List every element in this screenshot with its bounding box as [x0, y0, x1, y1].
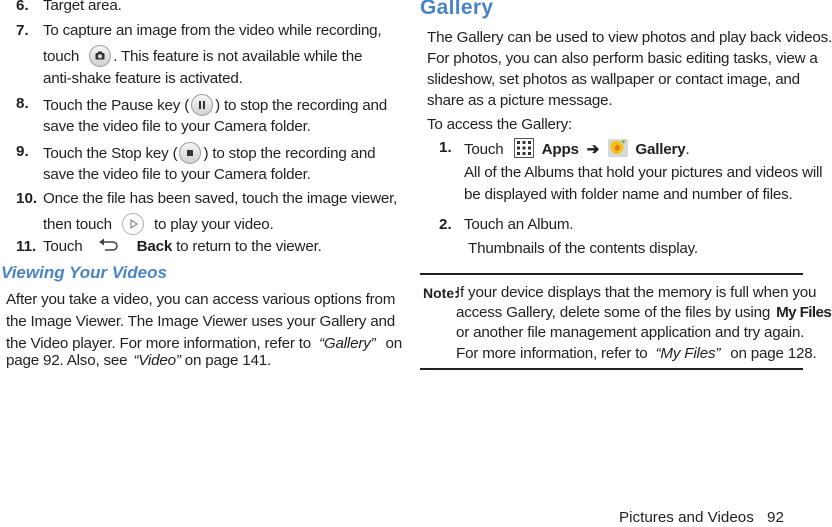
step-11-number: 11. — [16, 238, 37, 255]
step-10-line-1: Once the file has been saved, touch the image viewer, — [43, 190, 398, 207]
gallery-step-1-period: . — [685, 141, 690, 159]
back-label: Back — [136, 238, 173, 255]
gallery-heading: Gallery — [420, 0, 494, 19]
camera-icon — [89, 45, 111, 67]
step-9-number: 9. — [16, 143, 29, 160]
step-11-text-end: to return to the viewer. — [176, 238, 322, 255]
step-8-line-1-start: Touch the Pause key ( — [43, 97, 190, 115]
step-7-line-3: anti-shake feature is activated. — [43, 70, 243, 87]
gallery-cross-reference[interactable]: “Gallery” — [319, 335, 376, 352]
note-line-2-start: access Gallery, delete some of the files by using — [456, 304, 771, 321]
intro-line-3: slideshow, set photos as wallpaper or contact image, and — [427, 71, 800, 88]
gallery-step-1-desc-2: be displayed with folder name and number of files. — [464, 186, 793, 203]
note-top-rule — [420, 273, 803, 275]
para-line-4-start: page 92. Also, see — [6, 352, 128, 369]
gallery-icon — [607, 137, 629, 159]
step-11-text — [43, 238, 322, 256]
intro-line-2: For photos, you can also perform basic editing tasks, view a — [427, 50, 818, 67]
step-8-line-2: save the video file to your Camera folder. — [43, 118, 311, 135]
para-line-2: the Image Viewer. The Image Viewer uses your Gallery and — [6, 313, 395, 330]
step-9-line-1-end: ) to stop the recording and — [203, 145, 376, 163]
apps-icon — [514, 138, 534, 158]
step-10-line-2 — [43, 214, 273, 236]
gallery-step-1-desc-1: All of the Albums that hold your pictures and videos will — [464, 164, 823, 181]
step-9-line-2: save the video file to your Camera folder. — [43, 166, 311, 183]
footer-section-title: Pictures and Videos — [619, 509, 754, 526]
gallery-step-2-desc: Thumbnails of the contents display. — [468, 240, 698, 257]
section-heading-viewing-videos: Viewing Your Videos — [1, 263, 167, 282]
note-line-2 — [456, 304, 831, 322]
back-icon — [93, 237, 129, 253]
apps-label: Apps — [541, 141, 579, 159]
step-7-line-2-end: . This feature is not available while the — [113, 48, 363, 66]
para-line-3 — [6, 335, 402, 353]
para-line-4 — [6, 352, 271, 370]
video-cross-reference[interactable]: “Video” — [133, 352, 181, 369]
my-files-cross-reference[interactable]: “My Files” — [655, 345, 721, 362]
pause-icon — [191, 94, 213, 116]
arrow-icon: ➔ — [586, 141, 600, 159]
step-10-line-2-start: then touch — [43, 216, 112, 234]
note-label: Note: — [423, 285, 459, 301]
intro-line-1: The Gallery can be used to view photos and play back videos. — [427, 29, 832, 46]
para-line-4-end: on page 141. — [184, 352, 272, 369]
intro-line-4: share as a picture message. — [427, 92, 613, 109]
step-8-line-1 — [43, 95, 387, 117]
step-9-line-1 — [43, 143, 375, 165]
step-7-line-2-start: touch — [43, 48, 80, 66]
gallery-step-1-text — [464, 139, 690, 161]
step-8-line-1-end: ) to stop the recording and — [215, 97, 387, 115]
step-8-number: 8. — [16, 95, 29, 112]
play-icon — [122, 213, 144, 235]
note-line-3: or another file management application and try again. — [456, 324, 805, 341]
step-7-number: 7. — [16, 22, 29, 39]
step-10-number: 10. — [16, 190, 38, 207]
note-line-4-start: For more information, refer to — [456, 345, 648, 362]
gallery-step-2-number: 2. — [439, 216, 452, 233]
note-bottom-rule — [420, 368, 803, 370]
note-line-1: If your device displays that the memory is full when you — [456, 284, 817, 301]
step-7-line-1: To capture an image from the video while recording, — [43, 22, 382, 39]
step-10-line-2-end: to play your video. — [154, 216, 274, 234]
step-9-line-1-start: Touch the Stop key ( — [43, 145, 178, 163]
step-11-text-start: Touch — [43, 238, 83, 255]
footer-page-number: 92 — [767, 509, 784, 526]
access-intro: To access the Gallery: — [427, 116, 573, 133]
my-files-label: My Files — [776, 304, 832, 321]
para-line-1: After you take a video, you can access various options from — [6, 291, 396, 308]
step-6-number: 6. — [16, 0, 29, 14]
note-line-4-end: on page 128. — [730, 345, 817, 362]
stop-icon — [179, 142, 201, 164]
note-line-4 — [456, 345, 817, 363]
step-6-text: Target area. — [43, 0, 122, 14]
gallery-step-1-touch: Touch — [464, 141, 504, 159]
gallery-label: Gallery — [635, 141, 686, 159]
gallery-step-2-text: Touch an Album. — [464, 216, 574, 233]
gallery-step-1-number: 1. — [439, 139, 452, 156]
para-line-3-end: on — [385, 335, 402, 352]
step-7-line-2 — [43, 46, 362, 68]
para-line-3-start: the Video player. For more information, refer to — [6, 335, 311, 352]
